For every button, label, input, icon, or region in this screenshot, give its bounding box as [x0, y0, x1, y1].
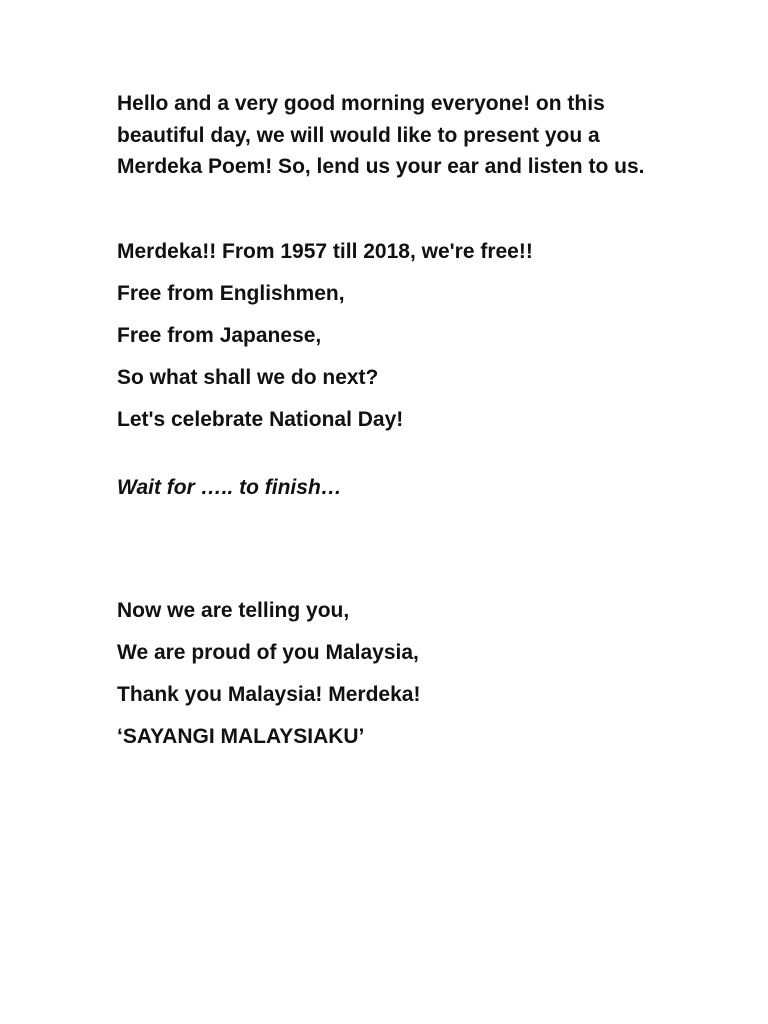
instruction-note: Wait for ….. to finish… [117, 475, 342, 499]
document-body [117, 88, 657, 765]
poem-line: Free from Japanese, [117, 323, 322, 347]
poem-closing-line: ‘SAYANGI MALAYSIAKU’ [117, 724, 365, 748]
poem-line: Let's celebrate National Day! [117, 407, 404, 431]
intro-paragraph: Hello and a very good morning everyone! on this beautiful day, we will would like to present you a Merdeka Poem! So, lend us your ear and listen to us. [117, 92, 645, 178]
poem-line: We are proud of you Malaysia, [117, 640, 419, 664]
poem-line: Free from Englishmen, [117, 281, 345, 305]
poem-line: Now we are telling you, [117, 598, 350, 622]
poem-line: Merdeka!! From 1957 till 2018, we're free!! [117, 239, 533, 263]
poem-stanza-1 [117, 238, 657, 434]
poem-line: So what shall we do next? [117, 365, 379, 389]
poem-line: Thank you Malaysia! Merdeka! [117, 682, 421, 706]
poem-stanza-2 [117, 597, 657, 751]
